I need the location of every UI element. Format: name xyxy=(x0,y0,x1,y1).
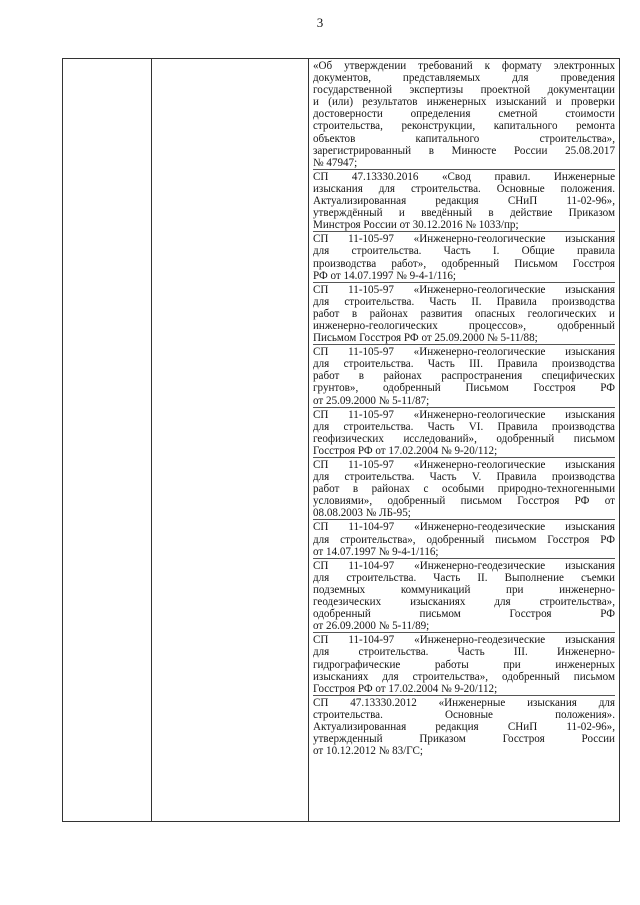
table-cell-standards xyxy=(309,59,620,822)
standard-entry xyxy=(313,171,615,232)
entry-line: зарегистрированный в Минюсте России 25.08.2017 xyxy=(313,144,615,157)
entry-line: условиями», одобренный письмом Госстроя РФ от xyxy=(313,495,615,508)
entry-line: для строительства. Часть II. Выполнение съемки xyxy=(313,571,615,584)
entry-line: производства работ», одобренный Письмом Госстроя xyxy=(313,257,615,270)
entry-line: утверждённый и введённый в действие Приказом xyxy=(313,207,615,220)
entry-line: утвержденный Приказом Госстроя России xyxy=(313,733,615,746)
standard-entry xyxy=(313,459,615,520)
entry-line: Минстроя России от 30.12.2016 № 1033/пр; xyxy=(313,219,519,232)
table-row xyxy=(63,59,620,822)
standards-table xyxy=(62,58,620,822)
standard-entry xyxy=(313,60,615,170)
entry-line: СП 11-104-97 «Инженерно-геодезические изыскания xyxy=(313,634,615,647)
entry-line: Госстроя РФ от 17.02.2004 № 9-20/112; xyxy=(313,682,498,695)
entry-line: изысканиях для строительства», одобренный письмом xyxy=(313,670,615,683)
entry-line: от 14.07.1997 № 9-4-1/116; xyxy=(313,545,439,558)
entry-line: № 47947; xyxy=(313,156,358,169)
entry-line: РФ от 14.07.1997 № 9-4-1/116; xyxy=(313,269,457,282)
table-cell-name xyxy=(152,59,309,822)
entry-line: от 10.12.2012 № 83/ГС; xyxy=(313,745,424,758)
standard-entry xyxy=(313,284,615,345)
entry-line: для строительства. Часть I. Общие правила xyxy=(313,245,615,258)
entry-line: и (или) результатов инженерных изысканий и проверки xyxy=(313,96,615,109)
entry-line: СП 11-105-97 «Инженерно-геологические изыскания xyxy=(313,346,615,359)
entry-line: работ в районах распространения специфических xyxy=(313,370,615,383)
entry-line: для строительства», одобренный письмом Госстроя РФ xyxy=(313,533,615,546)
entry-line: грунтов», одобренный Письмом Госстроя РФ xyxy=(313,382,615,395)
entry-line: для строительства. Часть V. Правила производства xyxy=(313,471,615,484)
entry-line: СП 11-105-97 «Инженерно-геологические изыскания xyxy=(313,233,615,246)
standard-entry xyxy=(313,697,615,757)
entry-line: 08.08.2003 № ЛБ-95; xyxy=(313,507,411,520)
table-cell-number xyxy=(63,59,152,822)
entry-line: объектов капитального строительства», xyxy=(313,132,615,145)
entry-line: одобренный письмом Госстроя РФ xyxy=(313,608,615,621)
entry-line: для строительства. Часть VI. Правила производства xyxy=(313,420,615,433)
entry-line: Актуализированная редакция СНиП 11-02-96», xyxy=(313,720,615,733)
entry-line: Актуализированная редакция СНиП 11-02-96», xyxy=(313,195,615,208)
entry-line: геодезических изысканиях для строительства», xyxy=(313,596,615,609)
entry-line: СП 47.13330.2012 «Инженерные изыскания для xyxy=(313,696,615,709)
entry-line: гидрографические работы при инженерных xyxy=(313,658,615,671)
entry-line: строительства, реконструкции, капитального ремонта xyxy=(313,120,615,133)
standard-entry xyxy=(313,634,615,695)
standards-list xyxy=(309,59,619,757)
entry-line: подземных коммуникаций при инженерно- xyxy=(313,583,615,596)
entry-line: государственной экспертизы проектной документации xyxy=(313,84,615,97)
entry-line: для строительства. Часть II. Правила производства xyxy=(313,295,615,308)
entry-line: «Об утверждении требований к формату электронных xyxy=(313,60,615,72)
entry-line: работ в районах с особыми природно-техногенными xyxy=(313,483,615,496)
entry-line: СП 11-104-97 «Инженерно-геодезические изыскания xyxy=(313,521,615,534)
entry-line: СП 11-105-97 «Инженерно-геологические изыскания xyxy=(313,283,615,296)
entry-line: СП 11-104-97 «Инженерно-геодезические изыскания xyxy=(313,559,615,572)
entry-line: инженерно-геологических процессов», одобренный xyxy=(313,319,615,332)
standard-entry xyxy=(313,409,615,458)
standard-entry xyxy=(313,560,615,634)
entry-line: достоверности определения сметной стоимости xyxy=(313,108,615,121)
entry-line: документов, представляемых для проведения xyxy=(313,72,615,85)
entry-line: работ в районах развития опасных геологических и xyxy=(313,307,615,320)
entry-line: строительства. Основные положения». xyxy=(313,708,615,721)
entry-line: для строительства. Часть III. Инженерно- xyxy=(313,646,615,659)
entry-line: СП 11-105-97 «Инженерно-геологические изыскания xyxy=(313,408,615,421)
entry-line: Госстроя РФ от 17.02.2004 № 9-20/112; xyxy=(313,444,498,457)
entry-line: от 25.09.2000 № 5-11/87; xyxy=(313,394,430,407)
entry-line: для строительства. Часть III. Правила производства xyxy=(313,358,615,371)
standard-entry xyxy=(313,233,615,282)
entry-line: СП 11-105-97 «Инженерно-геологические изыскания xyxy=(313,459,615,471)
page-number: 3 xyxy=(316,15,324,30)
standard-entry xyxy=(313,521,615,558)
entry-line: СП 47.13330.2016 «Свод правил. Инженерные xyxy=(313,170,615,183)
entry-line: от 26.09.2000 № 5-11/89; xyxy=(313,620,430,633)
standard-entry xyxy=(313,346,615,407)
entry-line: Письмом Госстроя РФ от 25.09.2000 № 5-11/88; xyxy=(313,332,538,345)
entry-line: геофизических исследований», одобренный письмом xyxy=(313,432,615,445)
entry-line: изыскания для строительства. Основные положения. xyxy=(313,182,615,195)
